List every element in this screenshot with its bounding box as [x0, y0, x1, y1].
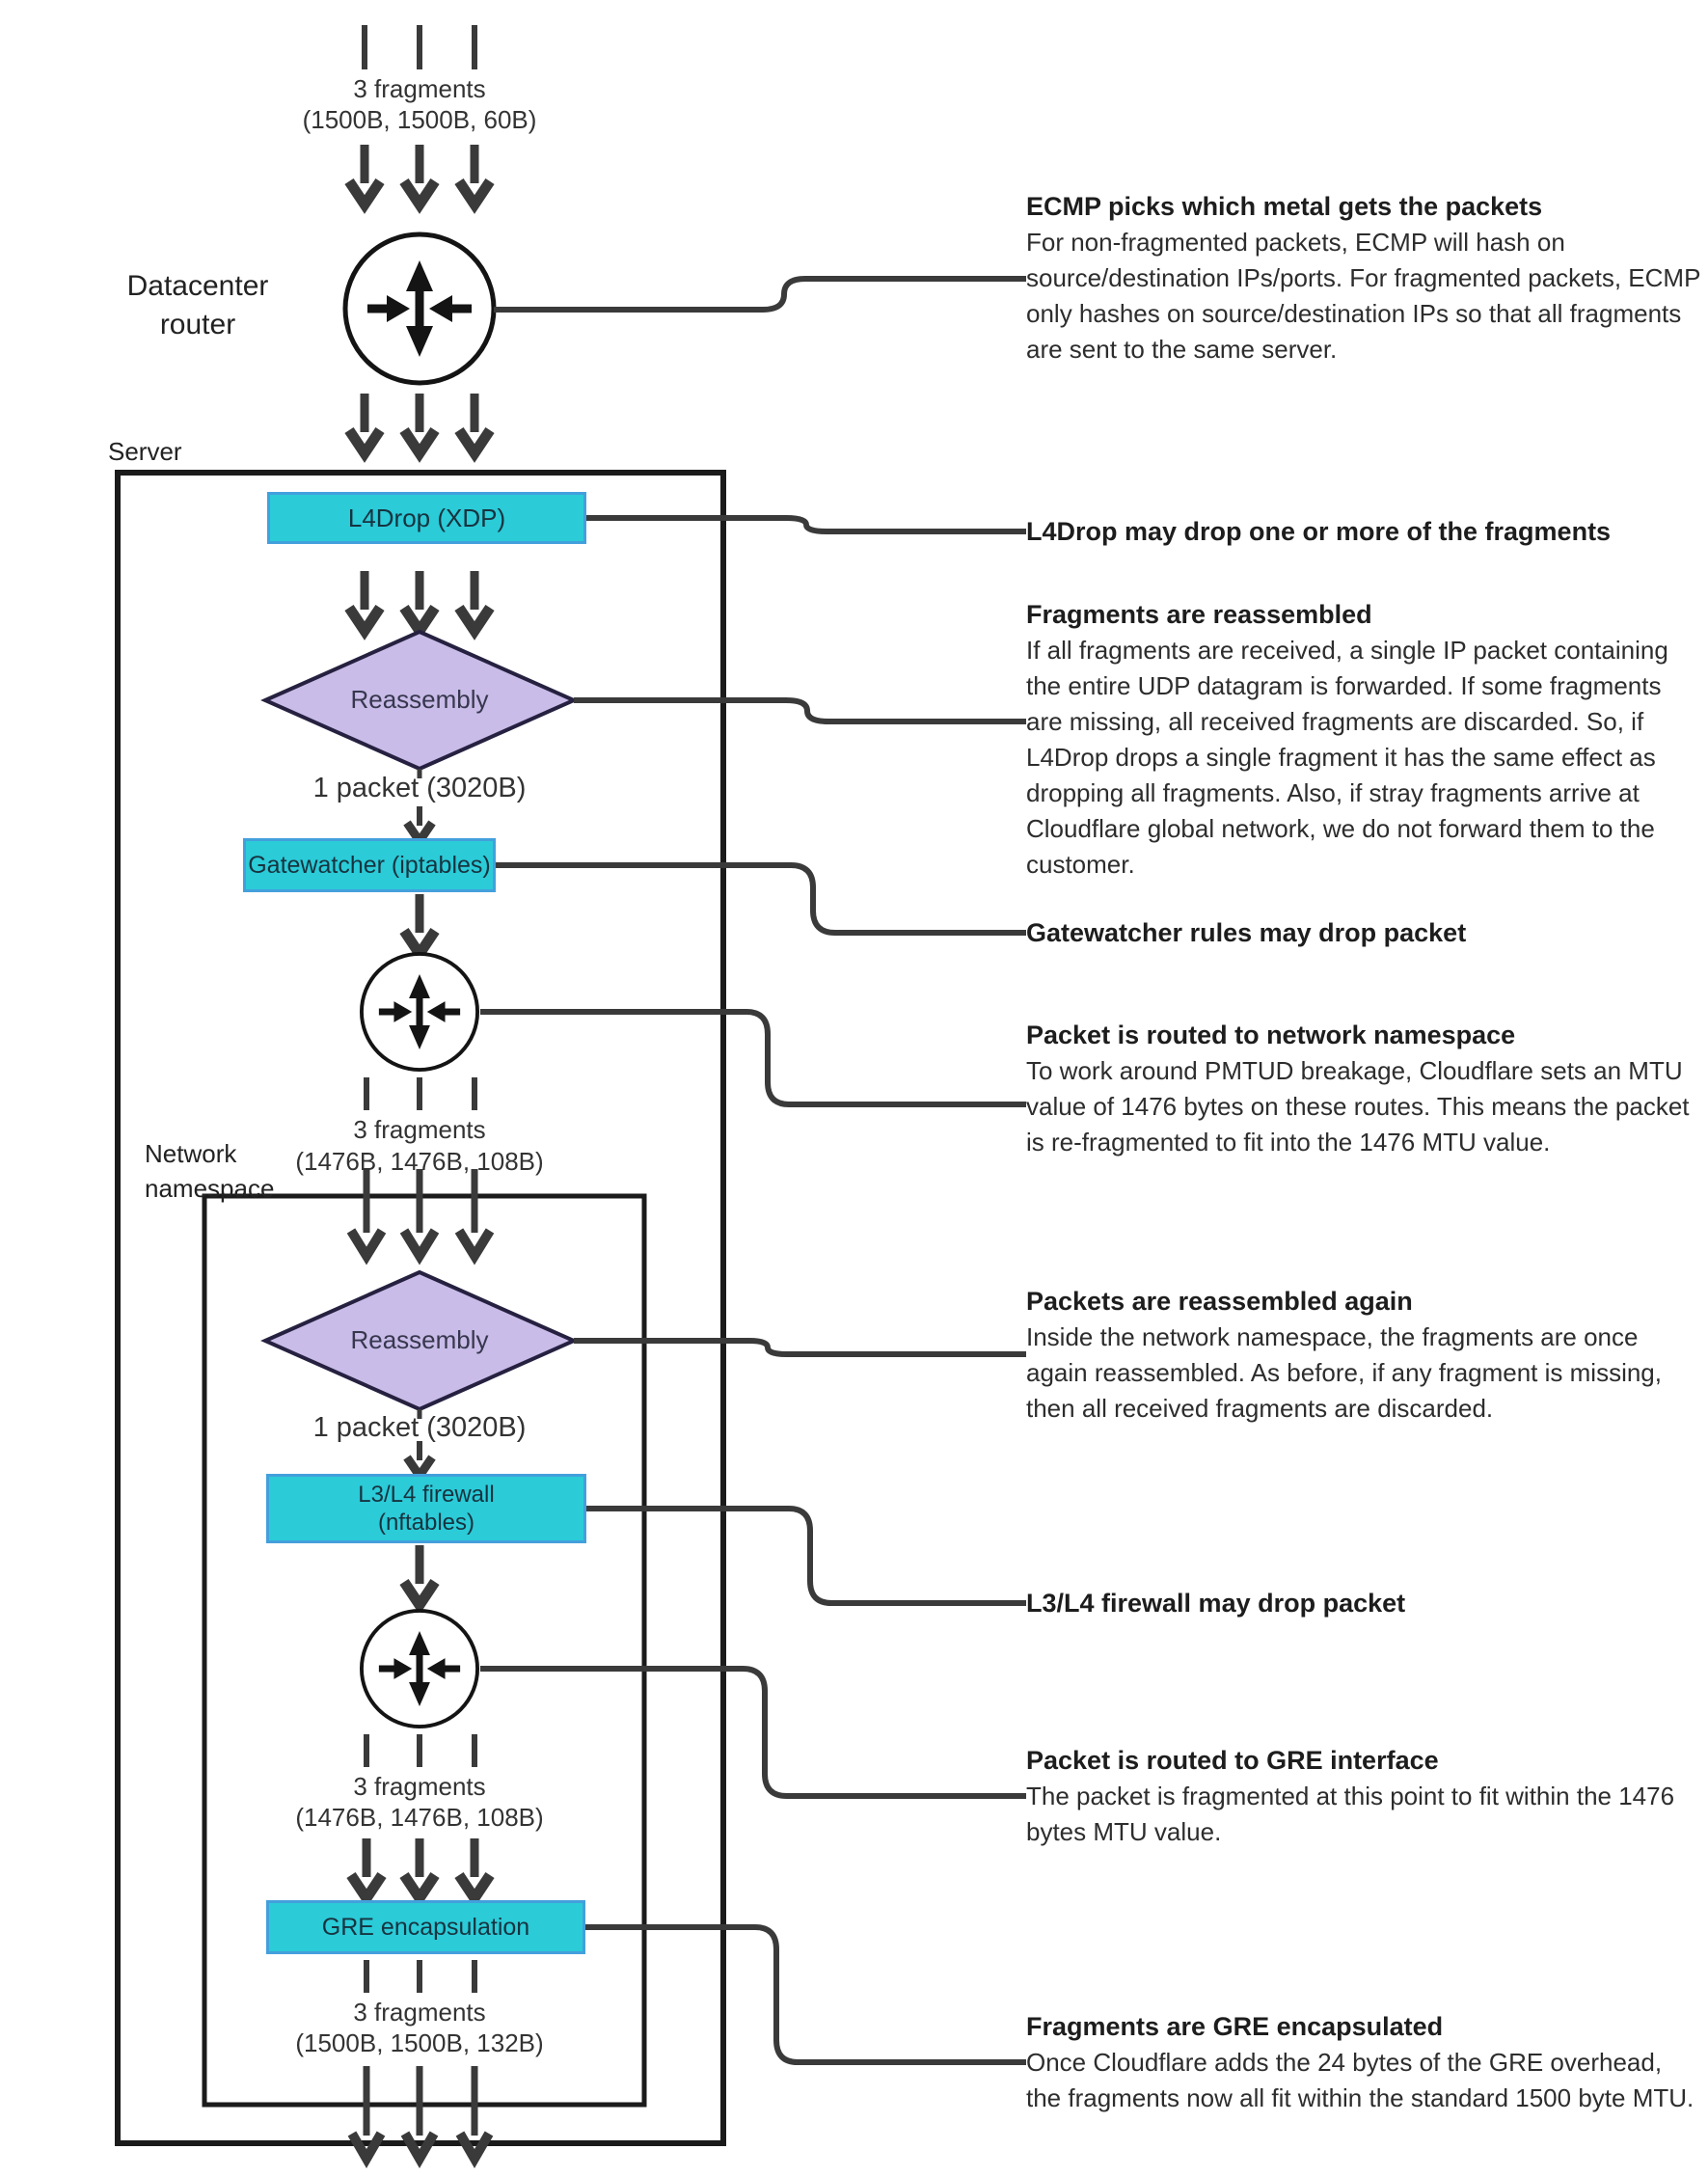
- fragment-bars-gre-in: [366, 1734, 474, 1767]
- arrow-into-gatewatcher: [407, 806, 432, 841]
- reassembly-1-label: Reassembly: [350, 685, 489, 714]
- packet-2-label: 1 packet (3020B): [312, 1412, 527, 1443]
- annotation-title: Packet is routed to GRE interface: [1026, 1746, 1439, 1775]
- datacenter-router-icon: [345, 234, 494, 383]
- gre-out-fragments-sizes: (1500B, 1500B, 132B): [295, 2028, 544, 2057]
- gre-encapsulation-box-label: GRE encapsulation: [321, 1914, 530, 1941]
- connector-reassembly-1-note: [574, 700, 1026, 721]
- l4drop-box: [267, 492, 586, 544]
- arrow-into-router-3: [404, 1545, 435, 1605]
- network-namespace-label: [145, 1136, 274, 1206]
- down-arrows-into-router: [349, 145, 490, 204]
- top-fragments-sizes: (1500B, 1500B, 60B): [302, 105, 537, 134]
- top-fragments-count: 3 fragments: [353, 74, 486, 103]
- network-namespace-label-line2: namespace: [145, 1174, 275, 1203]
- down-arrows-into-reassembly-1: [349, 571, 490, 631]
- arrow-into-l3l4: [407, 1441, 432, 1476]
- annotation-ecmp: [1026, 189, 1701, 367]
- annotation-reassembled: [1026, 597, 1701, 883]
- reassembly-2-label: Reassembly: [350, 1325, 489, 1354]
- annotation-title: L3/L4 firewall may drop packet: [1026, 1589, 1406, 1618]
- server-label: Server: [108, 437, 182, 466]
- connector-netns-route-note: [480, 1012, 1026, 1104]
- annotation-title: Packets are reassembled again: [1026, 1287, 1413, 1316]
- annotation-title: Gatewatcher rules may drop packet: [1026, 918, 1467, 947]
- packet-1-label: 1 packet (3020B): [312, 773, 527, 803]
- fragment-bars-gre-out: [366, 1960, 474, 1993]
- annotation-gre-route: [1026, 1743, 1701, 1850]
- annotation-title: Fragments are GRE encapsulated: [1026, 2012, 1444, 2041]
- connector-reassembly-2-note: [574, 1341, 1026, 1354]
- annotation-body: Inside the network namespace, the fragments are once again reassembled. As before, if any fragment is missing, then all received fragments are discarded.: [1026, 1322, 1662, 1423]
- l3l4-firewall-box: [266, 1474, 586, 1543]
- down-arrows-into-namespace: [351, 1169, 490, 1256]
- gatewatcher-box-label: Gatewatcher (iptables): [248, 852, 491, 879]
- annotation-body: For non-fragmented packets, ECMP will hash on source/destination IPs/ports. For fragmented packets, ECMP only hashes on source/destination IPs so that all fragments are sent to the same server.: [1026, 228, 1700, 364]
- down-arrows-into-server: [349, 394, 490, 453]
- annotation-l3l4: [1026, 1586, 1701, 1621]
- gre-encapsulation-box: [266, 1900, 585, 1954]
- annotation-body: The packet is fragmented at this point to fit within the 1476 bytes MTU value.: [1026, 1782, 1675, 1846]
- connector-l3l4-note: [586, 1509, 1026, 1603]
- fragment-bars-top: [365, 25, 474, 69]
- gre-in-fragments-sizes: (1476B, 1476B, 108B): [295, 1803, 544, 1832]
- gatewatcher-box: [243, 838, 496, 892]
- arrow-into-router-2: [404, 894, 435, 954]
- l3l4-firewall-box-line1: L3/L4 firewall: [358, 1482, 495, 1508]
- router-icon-2: [362, 954, 477, 1070]
- datacenter-router-label: [127, 267, 269, 344]
- annotation-reassembled-again: [1026, 1284, 1701, 1427]
- annotation-title: ECMP picks which metal gets the packets: [1026, 192, 1543, 221]
- annotation-body: Once Cloudflare adds the 24 bytes of the GRE overhead, the fragments now all fit within the standard 1500 byte MTU.: [1026, 2048, 1694, 2112]
- connector-l4drop-note: [586, 518, 1026, 531]
- netns-fragments-sizes: (1476B, 1476B, 108B): [295, 1147, 544, 1176]
- connector-ecmp-note: [494, 279, 1026, 310]
- connector-gre-encap-note: [585, 1927, 1026, 2062]
- datacenter-router-label-line1: Datacenter: [126, 270, 269, 302]
- l4drop-box-label: L4Drop (XDP): [347, 503, 506, 532]
- annotation-body: To work around PMTUD breakage, Cloudflare sets an MTU value of 1476 bytes on these routes. This means the packet is re-fragmented to fit into the 1476 MTU value.: [1026, 1056, 1690, 1157]
- annotation-title: L4Drop may drop one or more of the fragments: [1026, 517, 1612, 546]
- connector-gre-route-note: [480, 1669, 1026, 1796]
- gre-out-fragments-count: 3 fragments: [353, 1998, 486, 2027]
- annotation-netns-route: [1026, 1018, 1701, 1160]
- annotation-body: If all fragments are received, a single IP packet containing the entire UDP datagram is forwarded. If some fragments are missing, all received fragments are discarded. So, if L4Drop drops a single fragment it has the same effect as dropping all fragments. Also, if stray fragments arrive at Cloudflare global network, we do not forward them to the customer.: [1026, 636, 1668, 879]
- netns-fragments-count: 3 fragments: [353, 1115, 486, 1144]
- annotation-l4drop: [1026, 514, 1701, 550]
- annotation-title: Fragments are reassembled: [1026, 600, 1372, 629]
- down-arrows-into-gre: [351, 1838, 490, 1898]
- network-namespace-label-line1: Network: [145, 1139, 237, 1168]
- gre-in-fragments-count: 3 fragments: [353, 1772, 486, 1801]
- router-icon-3: [362, 1611, 477, 1727]
- connector-gatewatcher-note: [496, 865, 1026, 933]
- annotation-gatewatcher: [1026, 915, 1701, 951]
- l3l4-firewall-box-line2: (nftables): [377, 1510, 475, 1536]
- annotation-title: Packet is routed to network namespace: [1026, 1020, 1516, 1049]
- datacenter-router-label-line2: router: [159, 309, 236, 340]
- fragment-bars-netns: [366, 1077, 474, 1110]
- annotation-gre-encap: [1026, 2009, 1701, 2116]
